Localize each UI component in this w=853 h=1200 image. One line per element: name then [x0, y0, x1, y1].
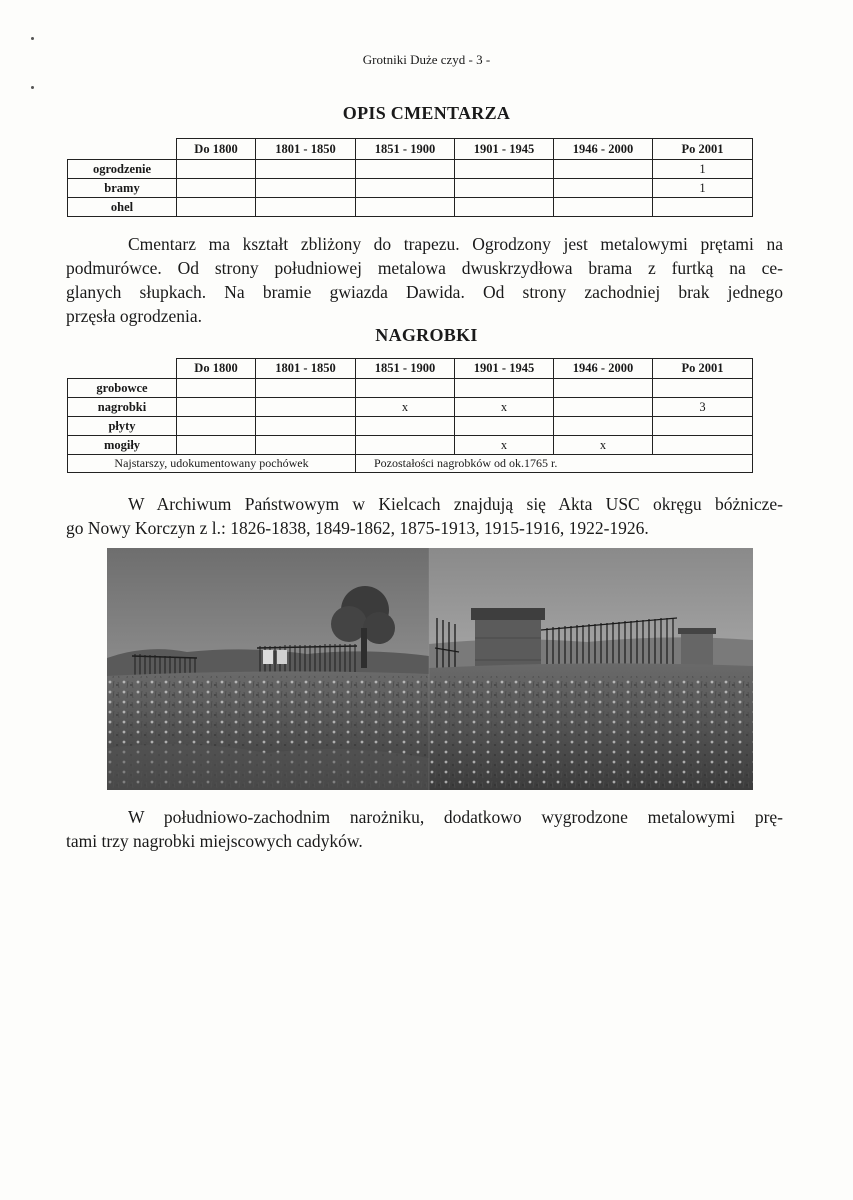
table-cell	[455, 179, 554, 198]
cemetery-panorama-image	[107, 548, 753, 790]
table-cell	[356, 179, 455, 198]
row-label: bramy	[68, 179, 177, 198]
text-line: podmurówce. Od strony południowej metalowa dwuskrzydłowa brama z furtką na ce-	[66, 258, 783, 278]
table-cell	[256, 160, 356, 179]
column-header: Po 2001	[653, 359, 753, 379]
table-header-row	[68, 139, 753, 160]
scan-speck	[31, 37, 34, 40]
table-cell	[256, 436, 356, 455]
column-header: Do 1800	[177, 359, 256, 379]
cemetery-photo	[107, 548, 753, 790]
column-header: 1946 - 2000	[554, 359, 653, 379]
text-line: Cmentarz ma kształt zbliżony do trapezu. Ogrodzony jest metalowymi prętami na	[128, 234, 783, 254]
table-row	[68, 379, 753, 398]
table-cell	[554, 398, 653, 417]
table-cell	[177, 379, 256, 398]
text-line: glanych słupkach. Na bramie gwiazda Dawida. Od strony zachodniej brak jednego	[66, 282, 783, 302]
table-cell	[256, 379, 356, 398]
text-line: W Archiwum Państwowym w Kielcach znajdują się Akta USC okręgu bóżnicze-	[128, 494, 783, 514]
oldest-burial-label: Najstarszy, udokumentowany pochówek	[68, 455, 356, 473]
row-label: mogiły	[68, 436, 177, 455]
table-cell	[653, 436, 753, 455]
row-label: ogrodzenie	[68, 160, 177, 179]
table-row	[68, 198, 753, 217]
table-cell	[455, 379, 554, 398]
table-cell	[177, 198, 256, 217]
nagrobki-table	[67, 358, 753, 473]
opis-table	[67, 138, 753, 217]
table-cell	[356, 198, 455, 217]
text-line: tami trzy nagrobki miejscowych cadyków.	[66, 831, 363, 851]
paragraph-cmentarz	[66, 232, 783, 328]
section-title-nagrobki: NAGROBKI	[375, 325, 478, 345]
table-cell	[653, 198, 753, 217]
row-label: nagrobki	[68, 398, 177, 417]
column-header: 1801 - 1850	[256, 359, 356, 379]
table-cell	[554, 417, 653, 436]
table-cell	[356, 417, 455, 436]
table-cell	[177, 398, 256, 417]
table-cell	[653, 379, 753, 398]
column-header: 1851 - 1900	[356, 139, 455, 160]
table-row	[68, 436, 753, 455]
table-cell	[554, 160, 653, 179]
table-cell	[177, 436, 256, 455]
table-cell: x	[356, 398, 455, 417]
table-cell	[554, 198, 653, 217]
table-cell	[455, 160, 554, 179]
table-cell: 1	[653, 160, 753, 179]
row-label: płyty	[68, 417, 177, 436]
section-title-opis: OPIS CMENTARZA	[342, 103, 511, 123]
table-cell	[256, 398, 356, 417]
oldest-burial-value: Pozostałości nagrobków od ok.1765 r.	[356, 455, 753, 473]
table-cell	[177, 417, 256, 436]
table-row	[68, 398, 753, 417]
table-footer-row	[68, 455, 753, 473]
text-line: W południowo-zachodnim narożniku, dodatkowo wygrodzone metalowymi prę-	[128, 807, 783, 827]
table-cell: 1	[653, 179, 753, 198]
paragraph-narozniki	[66, 805, 783, 853]
table-cell	[554, 179, 653, 198]
table-cell	[455, 198, 554, 217]
table-cell	[177, 160, 256, 179]
table-row	[68, 417, 753, 436]
table-cell: x	[455, 436, 554, 455]
column-header: Do 1800	[177, 139, 256, 160]
table-header-row	[68, 359, 753, 379]
table-cell	[256, 198, 356, 217]
column-header: 1901 - 1945	[455, 359, 554, 379]
table-cell	[356, 436, 455, 455]
page-header: Grotniki Duże czyd - 3 -	[362, 52, 491, 67]
table-cell: 3	[653, 398, 753, 417]
table-cell: x	[455, 398, 554, 417]
table-cell: x	[554, 436, 653, 455]
column-header: 1801 - 1850	[256, 139, 356, 160]
table-cell	[356, 379, 455, 398]
column-header: 1901 - 1945	[455, 139, 554, 160]
scan-speck	[31, 86, 34, 89]
column-header: 1851 - 1900	[356, 359, 455, 379]
table-cell	[256, 179, 356, 198]
table-cell	[256, 417, 356, 436]
text-line: przęsła ogrodzenia.	[66, 306, 203, 326]
column-header: Po 2001	[653, 139, 753, 160]
text-line: go Nowy Korczyn z l.: 1826-1838, 1849-1862, 1875-1913, 1915-1916, 1922-1926.	[66, 518, 649, 538]
table-cell	[455, 417, 554, 436]
row-label: grobowce	[68, 379, 177, 398]
table-cell	[554, 379, 653, 398]
row-label: ohel	[68, 198, 177, 217]
column-header: 1946 - 2000	[554, 139, 653, 160]
table-cell	[653, 417, 753, 436]
table-cell	[356, 160, 455, 179]
paragraph-archiwum	[66, 492, 783, 540]
table-row	[68, 160, 753, 179]
table-cell	[177, 179, 256, 198]
table-row	[68, 179, 753, 198]
